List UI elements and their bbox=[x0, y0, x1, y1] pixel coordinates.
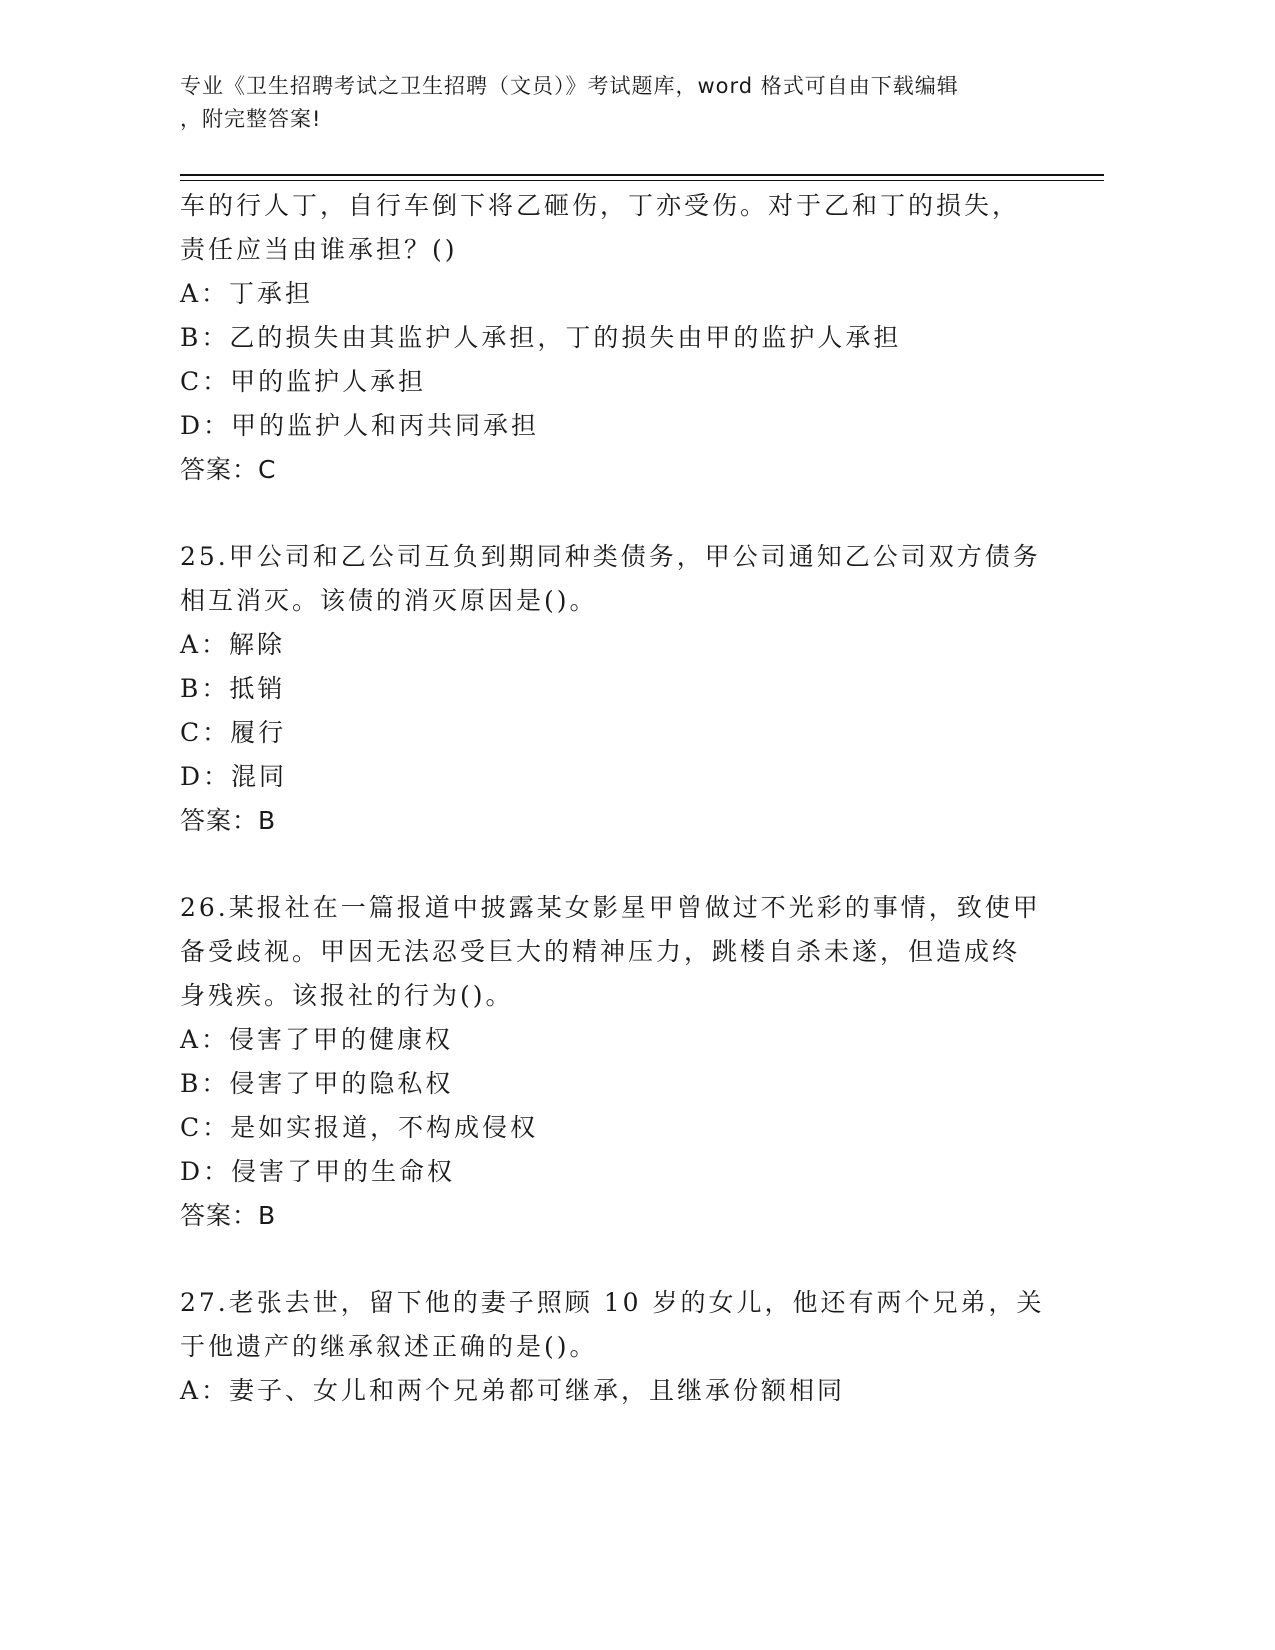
option-d: D：侵害了甲的生命权 bbox=[180, 1157, 456, 1186]
question-stem-line: 27.老张去世，留下他的妻子照顾 10 岁的女儿，他还有两个兄弟，关 bbox=[180, 1288, 1045, 1317]
question-26 bbox=[180, 886, 1060, 1238]
option-a: A：丁承担 bbox=[180, 279, 314, 308]
option-d: D：甲的监护人和丙共同承担 bbox=[180, 411, 540, 440]
option-d: D：混同 bbox=[180, 762, 288, 791]
option-b: B：乙的损失由其监护人承担，丁的损失由甲的监护人承担 bbox=[180, 323, 902, 352]
question-stem-line: 26.某报社在一篇报道中披露某女影星甲曾做过不光彩的事情，致使甲 bbox=[180, 893, 1041, 922]
option-c: C：履行 bbox=[180, 718, 287, 747]
document-header bbox=[180, 70, 1060, 136]
answer-line: 答案：B bbox=[180, 806, 277, 835]
option-c: C：甲的监护人承担 bbox=[180, 367, 427, 396]
question-27 bbox=[180, 1281, 1060, 1413]
option-a: A：妻子、女儿和两个兄弟都可继承，且继承份额相同 bbox=[180, 1376, 846, 1405]
question-stem-line: 于他遗产的继承叙述正确的是()。 bbox=[180, 1332, 598, 1361]
question-25 bbox=[180, 535, 1060, 843]
answer-line: 答案：C bbox=[180, 455, 277, 484]
question-stem-line: 备受歧视。甲因无法忍受巨大的精神压力，跳楼自杀未遂，但造成终 bbox=[180, 937, 1021, 966]
header-line-2: ，附完整答案! bbox=[180, 107, 322, 131]
question-spacer bbox=[180, 1238, 1060, 1281]
option-b: B：侵害了甲的隐私权 bbox=[180, 1069, 454, 1098]
question-stem-line: 责任应当由谁承担？() bbox=[180, 235, 458, 264]
option-a: A：解除 bbox=[180, 630, 286, 659]
question-stem-line: 25.甲公司和乙公司互负到期同种类债务，甲公司通知乙公司双方债务 bbox=[180, 542, 1041, 571]
header-rule-thick bbox=[180, 174, 1104, 176]
option-a: A：侵害了甲的健康权 bbox=[180, 1025, 454, 1054]
question-stem-line: 车的行人丁，自行车倒下将乙砸伤，丁亦受伤。对于乙和丁的损失， bbox=[180, 191, 1021, 220]
option-b: B：抵销 bbox=[180, 674, 286, 703]
question-24 bbox=[180, 184, 1060, 492]
question-spacer bbox=[180, 843, 1060, 886]
answer-line: 答案：B bbox=[180, 1201, 277, 1230]
question-spacer bbox=[180, 492, 1060, 535]
header-rule-thin bbox=[180, 180, 1104, 181]
question-stem-line: 相互消灭。该债的消灭原因是()。 bbox=[180, 586, 598, 615]
document-body bbox=[180, 184, 1060, 1413]
header-line-1: 专业《卫生招聘考试之卫生招聘（文员）》考试题库，word 格式可自由下载编辑 bbox=[180, 74, 959, 98]
option-c: C：是如实报道，不构成侵权 bbox=[180, 1113, 539, 1142]
question-stem-line: 身残疾。该报社的行为()。 bbox=[180, 981, 514, 1010]
